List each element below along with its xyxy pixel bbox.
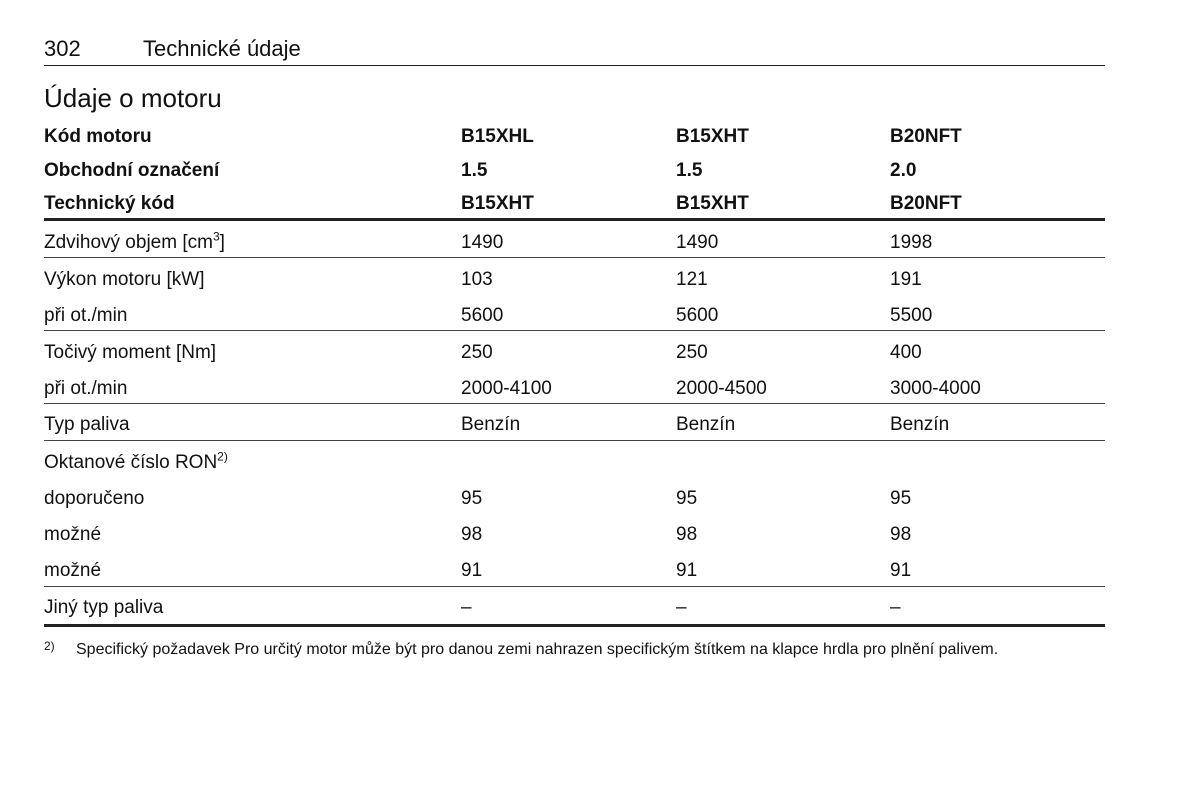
table-cell: B15XHL	[461, 126, 534, 147]
table-cell: B20NFT	[890, 193, 962, 214]
page-header-title: Technické údaje	[143, 36, 301, 61]
table-row-torque-rpm	[44, 367, 1105, 404]
table-cell: –	[461, 597, 472, 618]
page-number: 302	[44, 36, 81, 61]
table-cell: –	[890, 597, 901, 618]
table-cell: 98	[890, 524, 912, 545]
table-cell: 95	[461, 488, 483, 509]
row-label: Obchodní označení	[44, 160, 220, 181]
table-cell: –	[676, 597, 687, 618]
table-cell: 2000-4500	[676, 378, 767, 399]
table-cell: 2000-4100	[461, 378, 552, 399]
table-cell: 1998	[890, 232, 933, 253]
table-row-power	[44, 258, 1105, 294]
table-cell: 95	[890, 488, 912, 509]
table-cell: 191	[890, 269, 922, 290]
table-cell: 91	[890, 560, 912, 581]
row-label: Točivý moment [Nm]	[44, 342, 217, 363]
table-cell: 2.0	[890, 160, 917, 181]
table-row-octane	[44, 441, 1105, 478]
row-label: Zdvihový objem $[cm^3]$	[44, 229, 225, 253]
table-cell: 5500	[890, 305, 933, 326]
table-cell: 98	[676, 524, 698, 545]
table-cell: 91	[461, 560, 483, 581]
row-label: Kód motoru	[44, 126, 152, 147]
row-label: při ot./min	[44, 305, 128, 326]
table-cell: 250	[461, 342, 493, 363]
footnote-mark: 2)	[44, 639, 55, 653]
page-header	[44, 34, 1105, 66]
row-label: Technický kód	[44, 193, 175, 214]
table-cell: 5600	[676, 305, 719, 326]
table-cell: Benzín	[461, 414, 521, 435]
table-cell: B15XHT	[676, 126, 749, 147]
table-row-fuel-type	[44, 404, 1105, 441]
table-cell: 95	[676, 488, 698, 509]
table-cell: 121	[676, 269, 708, 290]
table-cell: 5600	[461, 305, 504, 326]
table-row-power-rpm	[44, 294, 1105, 331]
row-label: Typ paliva	[44, 414, 130, 435]
table-cell: B15XHT	[676, 193, 749, 214]
footnote-text: Specifický požadavek Pro určitý motor může být pro danou zemi nahrazen specifickým štítkem na klapce hrdla pro plnění palivem.	[76, 641, 999, 658]
table-cell: 91	[676, 560, 698, 581]
table-cell: 1.5	[676, 160, 703, 181]
table-cell: 98	[461, 524, 483, 545]
table-row-torque	[44, 331, 1105, 367]
row-label: Jiný typ paliva	[44, 597, 164, 618]
table-row-displacement	[44, 221, 1105, 258]
table-row-octane-possible	[44, 514, 1105, 550]
row-label: možné	[44, 560, 102, 581]
table-row-engine-code	[44, 118, 1105, 152]
table-cell: 1.5	[461, 160, 488, 181]
table-cell: 1490	[676, 232, 719, 253]
row-label: možné	[44, 524, 102, 545]
table-row-commercial-name	[44, 152, 1105, 186]
table-cell: 400	[890, 342, 922, 363]
table-row-octane-recommended	[44, 478, 1105, 514]
table-row-other-fuel	[44, 587, 1105, 627]
table-cell: B20NFT	[890, 126, 962, 147]
table-row-octane-possible	[44, 550, 1105, 587]
table-cell: Benzín	[676, 414, 736, 435]
table-cell: B15XHT	[461, 193, 534, 214]
section-title: Údaje o motoru	[44, 83, 222, 113]
table-cell: 250	[676, 342, 708, 363]
row-label: při ot./min	[44, 378, 128, 399]
table-cell: 103	[461, 269, 493, 290]
row-label: doporučeno	[44, 488, 145, 509]
row-label: Výkon motoru [kW]	[44, 269, 205, 290]
row-label: Oktanové číslo RON$^{2)}$	[44, 449, 228, 473]
table-cell: 3000-4000	[890, 378, 981, 399]
table-row-technical-code	[44, 186, 1105, 221]
table-cell: Benzín	[890, 414, 950, 435]
table-cell: 1490	[461, 232, 504, 253]
engine-spec-table	[44, 118, 1105, 627]
